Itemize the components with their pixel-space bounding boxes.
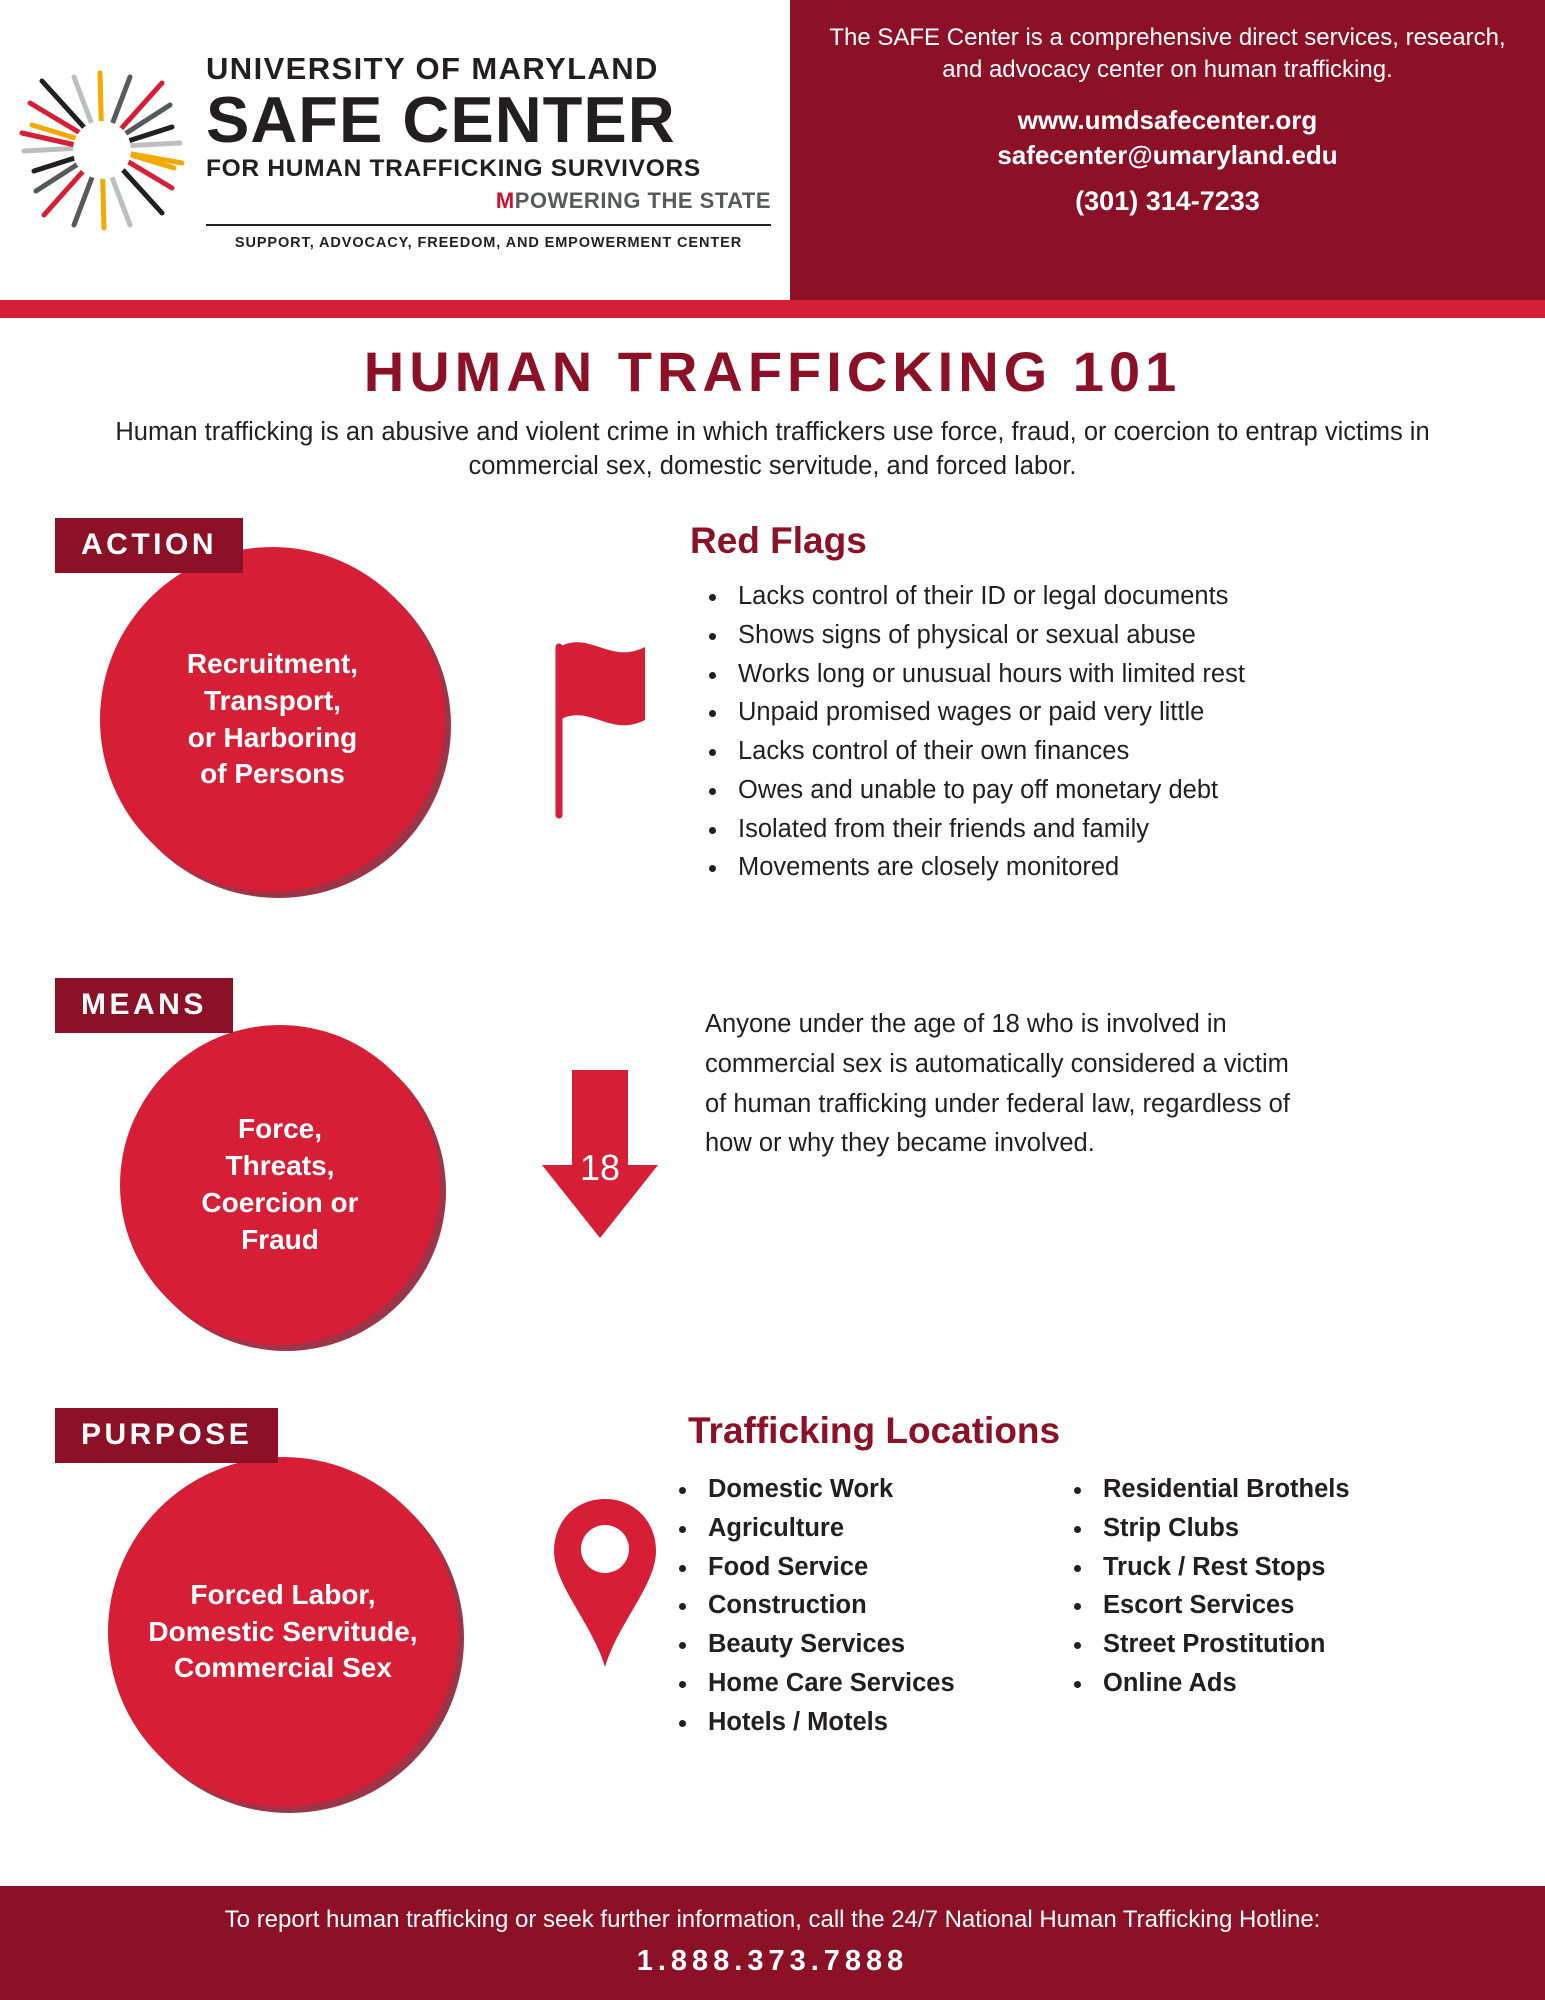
logo-wordmark — [206, 49, 771, 251]
center-description: The SAFE Center is a comprehensive direct services, research, and advocacy center on human trafficking. — [829, 24, 1506, 83]
safe-center-starburst-icon — [12, 63, 192, 238]
list-item: • Construction — [700, 1586, 955, 1625]
header-accent-bar — [0, 300, 1545, 318]
page-title: HUMAN TRAFFICKING 101 — [363, 340, 1182, 403]
list-item: • Owes and unable to pay off monetary debt — [730, 771, 1245, 810]
list-item: • Isolated from their friends and family — [730, 810, 1245, 849]
list-item: • Movements are closely monitored — [730, 848, 1245, 887]
trafficking-locations-title: Trafficking Locations — [688, 1410, 1061, 1451]
page-header — [0, 0, 1545, 300]
logo-divider — [206, 224, 771, 226]
list-item: • Truck / Rest Stops — [1095, 1548, 1350, 1587]
circle-purpose — [108, 1457, 458, 1807]
list-item: • Home Care Services — [700, 1664, 955, 1703]
circle-purpose-line-3: Commercial Sex — [174, 1652, 392, 1684]
list-item: • Lacks control of their ID or legal documents — [730, 577, 1245, 616]
age-rule-text: Anyone under the age of 18 who is involved in commercial sex is automatically considered a victim of human trafficking under federal law, regardless of how or why they became involved. — [705, 1010, 1290, 1158]
list-item: • Escort Services — [1095, 1586, 1350, 1625]
down-arrow-icon — [540, 1070, 660, 1250]
page-subtitle: Human trafficking is an abusive and violent crime in which traffickers use force, fraud, or coercion to entrap victims in commercial sex, domestic servitude, and forced labor. — [115, 418, 1430, 480]
contact-panel — [790, 0, 1545, 300]
logo-subtitle: FOR HUMAN TRAFFICKING SURVIVORS — [206, 155, 701, 183]
circle-purpose-line-1: Forced Labor, — [190, 1578, 376, 1610]
circle-means-line-4: Fraud — [241, 1223, 319, 1255]
tag-means: MEANS — [55, 978, 233, 1033]
logo-university: UNIVERSITY OF MARYLAND — [206, 51, 659, 87]
circle-action — [100, 547, 445, 892]
list-item: • Lacks control of their own finances — [730, 732, 1245, 771]
title-block — [0, 318, 1545, 483]
logo-safe-center: SAFE CENTER — [206, 83, 676, 157]
circle-action-line-3: or Harboring — [187, 721, 358, 753]
logo — [12, 49, 771, 251]
circle-means — [120, 1025, 440, 1345]
list-item: • Works long or unusual hours with limited rest — [730, 655, 1245, 694]
section-purpose — [0, 1395, 1545, 1835]
list-item: • Hotels / Motels — [700, 1703, 955, 1742]
list-item: • Food Service — [700, 1548, 955, 1587]
website-link[interactable]: www.umdsafecenter.org — [1017, 105, 1318, 136]
list-item: • Domestic Work — [700, 1470, 955, 1509]
circle-action-line-1: Recruitment, — [186, 647, 359, 679]
tag-purpose: PURPOSE — [55, 1408, 278, 1463]
page-footer — [0, 1886, 1545, 2000]
list-item: • Strip Clubs — [1095, 1509, 1350, 1548]
circle-action-line-4: of Persons — [200, 758, 345, 790]
tag-action: ACTION — [55, 518, 243, 573]
circle-means-line-1: Force, — [237, 1113, 322, 1145]
svg-text:18: 18 — [579, 1147, 621, 1188]
locations-list-column-2 — [1055, 1470, 1350, 1703]
logo-footer-line: SUPPORT, ADVOCACY, FREEDOM, AND EMPOWERMENT CENTER — [234, 234, 743, 251]
logo-tagline-accent: M — [495, 187, 515, 213]
section-means — [0, 965, 1545, 1385]
logo-tagline-rest: POWERING THE STATE — [514, 187, 771, 213]
red-flag-icon — [535, 625, 675, 830]
section-action — [0, 505, 1545, 925]
circle-means-line-2: Threats, — [225, 1150, 335, 1182]
list-item: • Street Prostitution — [1095, 1625, 1350, 1664]
circle-purpose-line-2: Domestic Servitude, — [148, 1615, 418, 1647]
red-flags-title: Red Flags — [690, 520, 867, 561]
phone-number[interactable]: (301) 314-7233 — [1075, 185, 1260, 216]
list-item: • Unpaid promised wages or paid very little — [730, 693, 1245, 732]
circle-action-line-2: Transport, — [204, 684, 341, 716]
circle-means-line-3: Coercion or — [201, 1187, 359, 1218]
list-item: • Agriculture — [700, 1509, 955, 1548]
list-item: • Residential Brothels — [1095, 1470, 1350, 1509]
logo-panel — [0, 0, 790, 300]
list-item: • Online Ads — [1095, 1664, 1350, 1703]
email-link[interactable]: safecenter@umaryland.edu — [997, 140, 1338, 171]
locations-list-column-1 — [660, 1470, 955, 1741]
list-item: • Beauty Services — [700, 1625, 955, 1664]
red-flags-list — [690, 577, 1245, 887]
hotline-number[interactable]: 1.888.373.7888 — [636, 1945, 909, 1977]
list-item: • Shows signs of physical or sexual abuse — [730, 616, 1245, 655]
contact-links — [820, 103, 1515, 173]
hotline-text: To report human trafficking or seek further information, call the 24/7 National Human Trafficking Hotline: — [224, 1905, 1321, 1933]
logo-tagline — [206, 188, 771, 214]
map-pin-icon — [550, 1495, 660, 1680]
